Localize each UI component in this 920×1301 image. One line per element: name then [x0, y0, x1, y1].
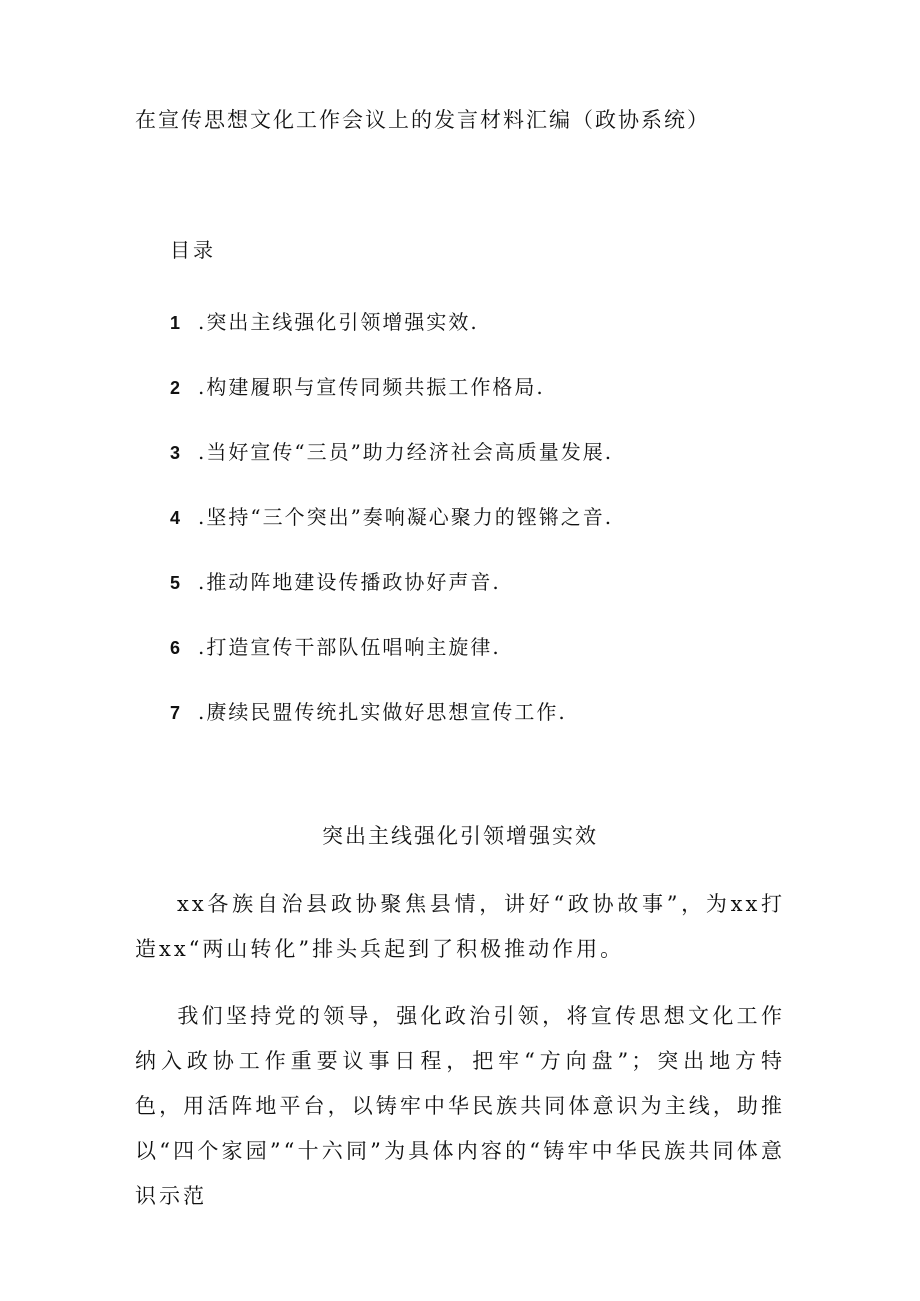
- toc-item-text: .推动阵地建设传播政协好声音.: [198, 570, 501, 594]
- toc-item-number: 3: [170, 443, 183, 463]
- toc-item-number: 5: [170, 573, 183, 593]
- toc-item-text: .坚持“三个突出”奏响凝心聚力的铿锵之音.: [198, 505, 614, 529]
- toc-item: [170, 501, 613, 530]
- toc-item: [170, 566, 501, 595]
- document-title: 在宣传思想文化工作会议上的发言材料汇编（政协系统）: [135, 108, 710, 132]
- toc-item-number: 4: [170, 508, 183, 528]
- paragraph-text: xx各族自治县政协聚焦县情，讲好“政协故事”，为xx打造xx“两山转化”排头兵起到了积极推动作用。: [135, 892, 785, 961]
- toc-item-number: 1: [170, 313, 183, 333]
- toc-item: [170, 436, 613, 465]
- paragraph-text: 我们坚持党的领导，强化政治引领，将宣传思想文化工作纳入政协工作重要议事日程，把牢“方向盘”；突出地方特色，用活阵地平台，以铸牢中华民族共同体意识为主线，助推以“四个家园”“十六同”为具体内容的“铸牢中华民族共同体意识示范: [135, 1004, 785, 1208]
- toc-item-text: .突出主线强化引领增强实效.: [198, 310, 479, 334]
- toc-item-text: .当好宣传“三员”助力经济社会高质量发展.: [198, 440, 614, 464]
- toc-item-number: 7: [170, 703, 183, 723]
- toc-item-text: .赓续民盟传统扎实做好思想宣传工作.: [198, 700, 567, 724]
- toc-item: [170, 631, 501, 660]
- toc-item-number: 6: [170, 638, 183, 658]
- section-title: 突出主线强化引领增强实效: [322, 824, 598, 848]
- toc-item-number: 2: [170, 378, 183, 398]
- toc-item-text: .构建履职与宣传同频共振工作格局.: [198, 375, 545, 399]
- toc-item-text: .打造宣传干部队伍唱响主旋律.: [198, 635, 501, 659]
- toc-item: [170, 306, 479, 335]
- toc-item: [170, 371, 545, 400]
- toc-item: [170, 696, 567, 725]
- toc-heading: 目录: [170, 238, 216, 262]
- body-paragraph: [135, 994, 785, 1219]
- body-paragraph: [135, 882, 785, 972]
